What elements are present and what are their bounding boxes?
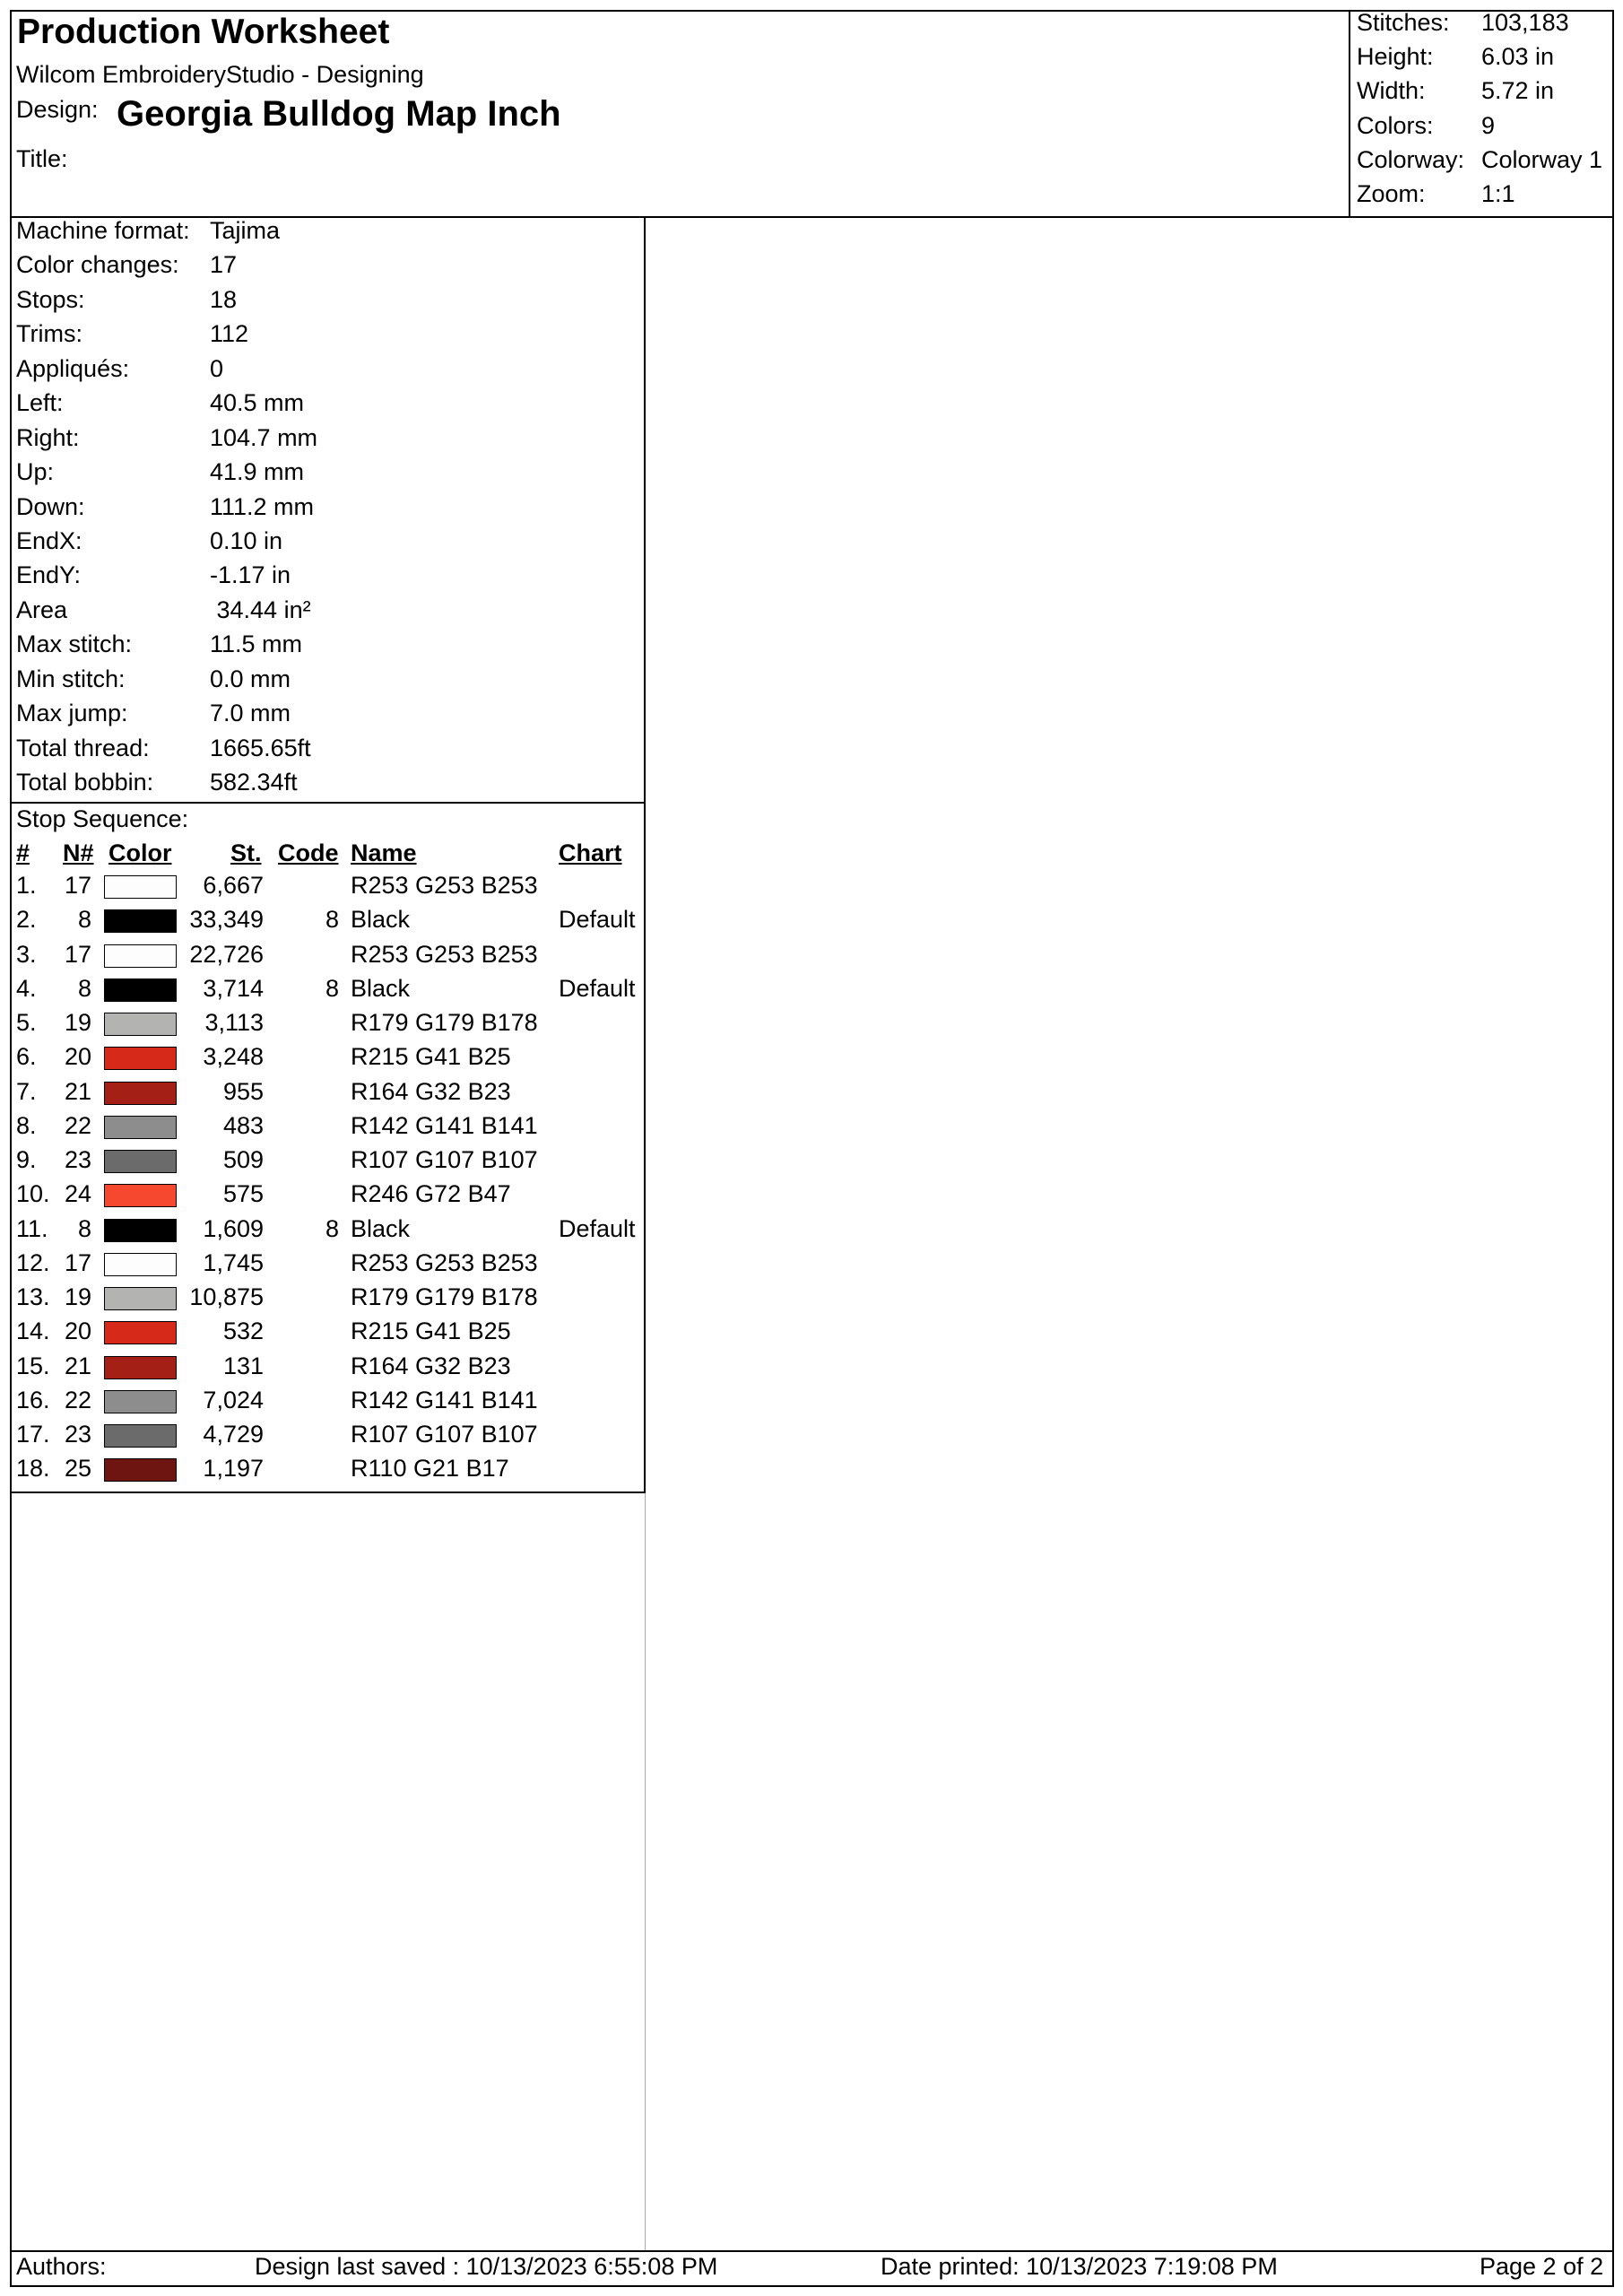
summary-value: Colorway 1 xyxy=(1481,145,1603,173)
row-name: Black xyxy=(351,906,411,934)
stat-value: 41.9 mm xyxy=(210,458,305,486)
stop-sequence-title: Stop Sequence: xyxy=(16,805,189,832)
color-swatch xyxy=(104,1390,177,1413)
color-swatch xyxy=(104,1424,177,1448)
row-needle: 23 xyxy=(64,1421,91,1448)
row-name: R107 G107 B107 xyxy=(351,1421,538,1448)
row-name: R164 G32 B23 xyxy=(351,1352,511,1379)
row-index: 3. xyxy=(16,940,37,968)
stat-value: 34.44 in² xyxy=(210,596,311,623)
row-needle: 20 xyxy=(64,1043,91,1071)
stat-label: Right: xyxy=(16,423,80,451)
row-needle: 24 xyxy=(64,1180,91,1208)
summary-divider xyxy=(1349,10,1350,217)
row-index: 16. xyxy=(16,1386,50,1413)
row-name: R253 G253 B253 xyxy=(351,872,538,899)
row-needle: 8 xyxy=(77,1214,91,1242)
stat-value: 7.0 mm xyxy=(210,700,291,727)
row-stitches: 10,875 xyxy=(189,1283,264,1310)
header-name: Name xyxy=(351,839,417,866)
row-name: R164 G32 B23 xyxy=(351,1077,511,1105)
footer-divider xyxy=(10,2250,1614,2252)
table-row xyxy=(0,1078,646,1112)
color-swatch xyxy=(104,1082,177,1105)
stat-value: 111.2 mm xyxy=(210,492,315,520)
row-stitches: 1,609 xyxy=(203,1214,264,1242)
table-row xyxy=(0,975,646,1009)
row-index: 2. xyxy=(16,906,37,934)
table-row xyxy=(0,872,646,906)
row-needle: 20 xyxy=(64,1318,91,1345)
row-index: 10. xyxy=(16,1180,50,1208)
table-row xyxy=(0,1352,646,1387)
header-code: Code xyxy=(278,839,339,866)
row-needle: 25 xyxy=(64,1455,91,1483)
table-row xyxy=(0,1180,646,1214)
row-stitches: 1,745 xyxy=(203,1248,264,1276)
row-chart: Default xyxy=(559,974,636,1002)
row-stitches: 1,197 xyxy=(203,1455,264,1483)
row-stitches: 509 xyxy=(222,1146,264,1173)
table-row xyxy=(0,1283,646,1318)
summary-value: 1:1 xyxy=(1481,179,1515,207)
stat-label: EndX: xyxy=(16,526,82,554)
stat-label: Max stitch: xyxy=(16,631,133,658)
row-name: Black xyxy=(351,974,411,1002)
stat-value: 582.34ft xyxy=(210,769,298,796)
row-index: 17. xyxy=(16,1421,50,1448)
stat-label: Stops: xyxy=(16,285,85,313)
row-name: Black xyxy=(351,1214,411,1242)
table-row xyxy=(0,941,646,975)
row-code: 8 xyxy=(325,974,339,1002)
row-index: 14. xyxy=(16,1318,50,1345)
summary-label: Width: xyxy=(1357,77,1426,105)
table-row xyxy=(0,1112,646,1146)
stat-value: 18 xyxy=(210,285,238,313)
stat-label: Total thread: xyxy=(16,734,150,761)
stat-value: 0 xyxy=(210,354,224,382)
stat-label: Area xyxy=(16,596,68,623)
stat-label: Down: xyxy=(16,492,85,520)
color-swatch xyxy=(104,1287,177,1310)
stat-value: 17 xyxy=(210,251,238,279)
summary-label: Zoom: xyxy=(1357,179,1426,207)
title-label: Title: xyxy=(16,145,68,172)
stat-label: Trims: xyxy=(16,320,82,348)
stop-sequence-table xyxy=(0,872,646,1490)
table-row xyxy=(0,1249,646,1283)
summary-label: Colors: xyxy=(1357,111,1434,139)
stat-label: Left: xyxy=(16,389,64,417)
row-name: R179 G179 B178 xyxy=(351,1283,538,1310)
stat-label: EndY: xyxy=(16,561,82,589)
summary-value: 103,183 xyxy=(1481,9,1569,36)
row-stitches: 7,024 xyxy=(203,1386,264,1413)
row-needle: 19 xyxy=(64,1009,91,1036)
footer-date-printed: Date printed: 10/13/2023 7:19:08 PM xyxy=(881,2253,1278,2280)
frame-right xyxy=(1612,10,1614,2287)
row-index: 15. xyxy=(16,1352,50,1379)
row-index: 5. xyxy=(16,1009,37,1036)
color-swatch xyxy=(104,1356,177,1379)
row-index: 12. xyxy=(16,1248,50,1276)
color-swatch xyxy=(104,1253,177,1276)
row-stitches: 6,667 xyxy=(203,872,264,899)
stat-value: 40.5 mm xyxy=(210,389,305,417)
row-stitches: 3,248 xyxy=(203,1043,264,1071)
table-row xyxy=(0,1318,646,1352)
stat-value: 11.5 mm xyxy=(210,631,303,658)
color-swatch xyxy=(104,1321,177,1344)
color-swatch xyxy=(104,875,177,899)
row-chart: Default xyxy=(559,1214,636,1242)
row-name: R215 G41 B25 xyxy=(351,1043,511,1071)
color-swatch xyxy=(104,1013,177,1036)
row-name: R110 G21 B17 xyxy=(351,1455,509,1483)
stat-label: Min stitch: xyxy=(16,665,126,692)
header-needle: N# xyxy=(63,839,94,866)
row-code: 8 xyxy=(325,906,339,934)
stat-label: Appliqués: xyxy=(16,354,130,382)
row-needle: 8 xyxy=(77,906,91,934)
summary-value: 9 xyxy=(1481,111,1496,139)
row-stitches: 33,349 xyxy=(189,906,264,934)
row-stitches: 3,714 xyxy=(203,974,264,1002)
stat-value: 1665.65ft xyxy=(210,734,311,761)
row-stitches: 575 xyxy=(222,1180,264,1208)
row-name: R107 G107 B107 xyxy=(351,1146,538,1173)
row-index: 18. xyxy=(16,1455,50,1483)
color-swatch xyxy=(104,1219,177,1242)
row-index: 9. xyxy=(16,1146,37,1173)
row-name: R142 G141 B141 xyxy=(351,1111,538,1139)
color-swatch xyxy=(104,1116,177,1139)
summary-label: Height: xyxy=(1357,43,1434,71)
color-swatch xyxy=(104,978,177,1002)
row-needle: 22 xyxy=(64,1111,91,1139)
table-row xyxy=(0,906,646,940)
stat-value: 0.0 mm xyxy=(210,665,291,692)
row-stitches: 3,113 xyxy=(204,1009,264,1036)
row-stitches: 955 xyxy=(222,1077,264,1105)
row-name: R142 G141 B141 xyxy=(351,1386,538,1413)
stat-label: Machine format: xyxy=(16,217,190,244)
row-name: R179 G179 B178 xyxy=(351,1009,538,1036)
table-row xyxy=(0,1043,646,1077)
row-needle: 17 xyxy=(64,872,91,899)
row-index: 4. xyxy=(16,974,37,1002)
row-name: R253 G253 B253 xyxy=(351,940,538,968)
stat-label: Max jump: xyxy=(16,700,128,727)
summary-value: 5.72 in xyxy=(1481,77,1555,105)
row-needle: 19 xyxy=(64,1283,91,1310)
color-swatch xyxy=(104,1184,177,1207)
row-stitches: 22,726 xyxy=(189,940,264,968)
footer-authors: Authors: xyxy=(16,2253,107,2280)
row-index: 7. xyxy=(16,1077,37,1105)
table-row xyxy=(0,1146,646,1180)
row-needle: 22 xyxy=(64,1386,91,1413)
page-title: Production Worksheet xyxy=(17,13,390,51)
column-divider xyxy=(645,1493,646,2251)
design-name: Georgia Bulldog Map Inch xyxy=(117,94,561,134)
row-code: 8 xyxy=(325,1214,339,1242)
row-name: R215 G41 B25 xyxy=(351,1318,511,1345)
row-index: 6. xyxy=(16,1043,37,1071)
row-index: 1. xyxy=(16,872,37,899)
row-index: 8. xyxy=(16,1111,37,1139)
summary-label: Stitches: xyxy=(1357,9,1450,36)
table-row xyxy=(0,1387,646,1421)
table-row xyxy=(0,1215,646,1249)
header-color: Color xyxy=(108,839,172,866)
row-needle: 17 xyxy=(64,1248,91,1276)
row-needle: 21 xyxy=(64,1077,91,1105)
footer-page-number: Page 2 of 2 xyxy=(1480,2253,1604,2280)
table-row xyxy=(0,1455,646,1489)
row-needle: 17 xyxy=(64,940,91,968)
row-index: 11. xyxy=(16,1214,48,1242)
stat-value: -1.17 in xyxy=(210,561,291,589)
table-row xyxy=(0,1009,646,1043)
header-chart: Chart xyxy=(559,839,622,866)
row-chart: Default xyxy=(559,906,636,934)
table-row xyxy=(0,1421,646,1455)
color-swatch xyxy=(104,1150,177,1173)
stat-label: Color changes: xyxy=(16,251,179,279)
row-stitches: 4,729 xyxy=(203,1421,264,1448)
row-needle: 21 xyxy=(64,1352,91,1379)
stat-value: 0.10 in xyxy=(210,526,283,554)
header-index: # xyxy=(16,839,30,866)
row-index: 13. xyxy=(16,1283,50,1310)
stat-value: 104.7 mm xyxy=(210,423,318,451)
row-needle: 8 xyxy=(77,974,91,1002)
stat-label: Total bobbin: xyxy=(16,769,154,796)
row-stitches: 483 xyxy=(222,1111,264,1139)
table-bottom-divider xyxy=(10,1492,646,1493)
summary-value: 6.03 in xyxy=(1481,43,1555,71)
stats-divider xyxy=(10,802,646,804)
footer-last-saved: Design last saved : 10/13/2023 6:55:08 PM xyxy=(255,2253,718,2280)
frame-bottom xyxy=(10,2285,1614,2287)
row-name: R253 G253 B253 xyxy=(351,1248,538,1276)
stat-value: 112 xyxy=(210,320,249,348)
design-label: Design: xyxy=(16,96,99,123)
row-stitches: 131 xyxy=(222,1352,264,1379)
color-swatch xyxy=(104,909,177,933)
color-swatch xyxy=(104,1047,177,1070)
stat-value: Tajima xyxy=(210,217,281,244)
color-swatch xyxy=(104,944,177,968)
row-stitches: 532 xyxy=(222,1318,264,1345)
row-needle: 23 xyxy=(64,1146,91,1173)
row-name: R246 G72 B47 xyxy=(351,1180,511,1208)
app-name: Wilcom EmbroideryStudio - Designing xyxy=(16,61,424,88)
stat-label: Up: xyxy=(16,458,55,486)
color-swatch xyxy=(104,1458,177,1482)
header-stitches: St. xyxy=(230,839,262,866)
summary-label: Colorway: xyxy=(1357,145,1465,173)
